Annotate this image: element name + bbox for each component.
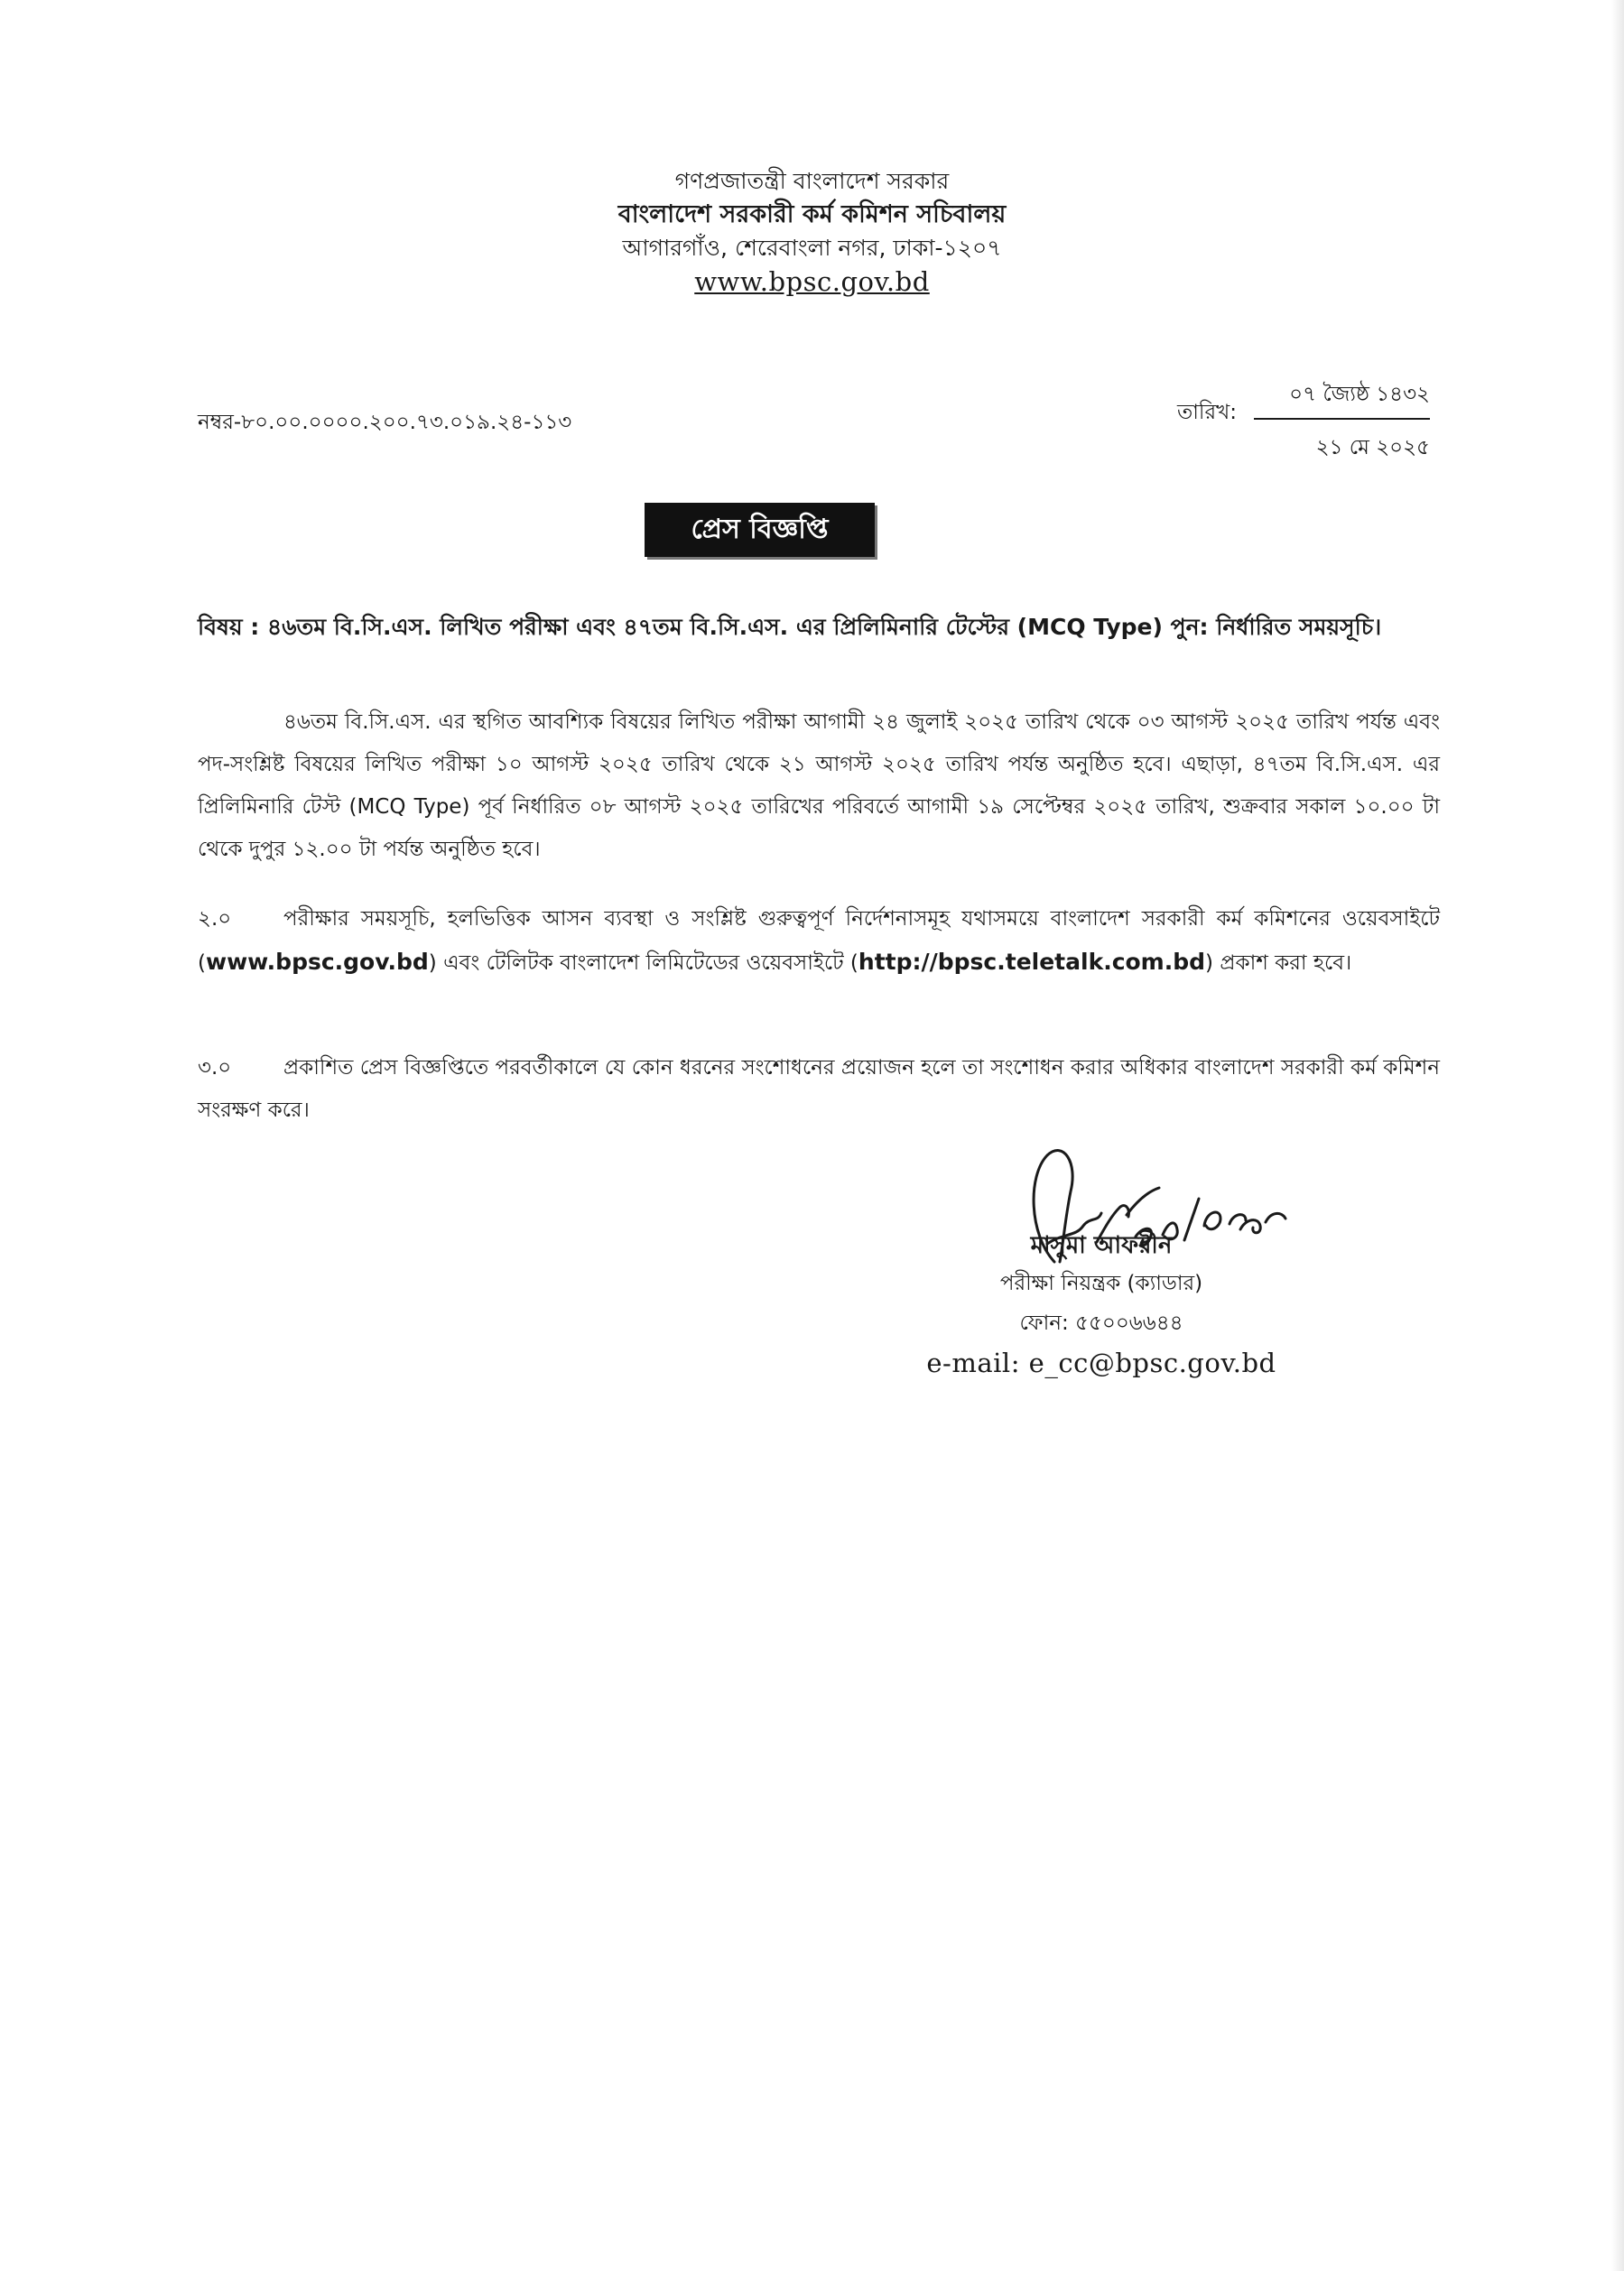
press-release-title: প্রেস বিজ্ঞপ্তি (645, 503, 875, 557)
date-fraction (1254, 377, 1430, 466)
paragraph-text: ) প্রকাশ করা হবে। (1205, 951, 1352, 975)
signatory-designation: পরীক্ষা নিয়ন্ত্রক (ক্যাডার) (999, 1272, 1203, 1295)
paragraph-3 (198, 1047, 1440, 1132)
bpsc-website-link[interactable]: www.bpsc.gov.bd (205, 949, 429, 975)
subject-line: বিষয় : ৪৬তম বি.সি.এস. লিখিত পরীক্ষা এবং ৪৭তম বি.সি.এস. এর প্রিলিমিনারি টেস্টের (MCQ Type) পুন: নির্ধারিত সময়সূচি। (198, 614, 1382, 640)
signatory-block (849, 1228, 1354, 1383)
paragraph-text: প্রকাশিত প্রেস বিজ্ঞপ্তিতে পরবর্তীকালে যে কোন ধরনের সংশোধনের প্রয়োজন হলে তা সংশোধন করার অধিকার বাংলাদেশ সরকারী কর্ম কমিশন সংরক্ষণ করে। (198, 1056, 1440, 1122)
teletalk-website-link[interactable]: http://bpsc.teletalk.com.bd (858, 949, 1206, 975)
date-bangla: ০৭ জ্যৈষ্ঠ ১৪৩২ (1254, 377, 1430, 420)
signatory-phone: ফোন: ৫৫০০৬৬৪৪ (1019, 1312, 1183, 1335)
paragraph-text: পরীক্ষার সময়সূচি, হলভিত্তিক আসন ব্যবস্থা ও সংশ্লিষ্ট গুরুত্বপূর্ণ নির্দেশনাসমূহ যথাসময়ে বাংলাদেশ সরকারী কর্ম কমিশনের ওয়েবসাইটে ( (198, 907, 1440, 975)
date-label: তারিখ: (1177, 401, 1238, 424)
signatory-name: মাসুমা আফরীন (1030, 1232, 1173, 1259)
letterhead (0, 165, 1624, 301)
paragraph-number: ৩.০ (198, 1056, 232, 1080)
paragraph-text: ) এবং টেলিটক বাংলাদেশ লিমিটেডের ওয়েবসাইটে ( (428, 951, 858, 975)
paragraph-number: ২.০ (198, 907, 232, 931)
website-link[interactable]: www.bpsc.gov.bd (694, 266, 930, 298)
paragraph-1: ৪৬তম বি.সি.এস. এর স্থগিত আবশ্যিক বিষয়ের লিখিত পরীক্ষা আগামী ২৪ জুলাই ২০২৫ তারিখ থেকে ০৩ আগস্ট ২০২৫ তারিখ পর্যন্ত এবং পদ-সংশ্লিষ্ট বিষয়ের লিখিত পরীক্ষা ১০ আগস্ট ২০২৫ তারিখ থেকে ২১ আগস্ট ২০২৫ তারিখ পর্যন্ত অনুষ্ঠিত হবে। এছাড়া, ৪৭তম বি.সি.এস. এর প্রিলিমিনারি টেস্ট (MCQ Type) পূর্ব নির্ধারিত ০৮ আগস্ট ২০২৫ তারিখের পরিবর্তে আগামী ১৯ সেপ্টেম্বর ২০২৫ তারিখ, শুক্রবার সকাল ১০.০০ টা থেকে দুপুর ১২.০০ টা পর্যন্ত অনুষ্ঠিত হবে। (198, 710, 1440, 861)
organization-address: আগারগাঁও, শেরেবাংলা নগর, ঢাকা-১২০৭ (622, 234, 1002, 261)
signatory-email[interactable]: e-mail: e_cc@bpsc.gov.bd (926, 1348, 1276, 1378)
paragraph-2 (198, 898, 1440, 985)
government-name: গণপ্রজাতন্ত্রী বাংলাদেশ সরকার (674, 168, 950, 194)
memo-number: নম্বর-৮০.০০.০০০০.২০০.৭৩.০১৯.২৪-১১৩ (198, 411, 572, 434)
scan-edge (1611, 0, 1624, 2271)
organization-name: বাংলাদেশ সরকারী কর্ম কমিশন সচিবালয় (617, 199, 1007, 228)
date-english: ২১ মে ২০২৫ (1315, 436, 1430, 459)
